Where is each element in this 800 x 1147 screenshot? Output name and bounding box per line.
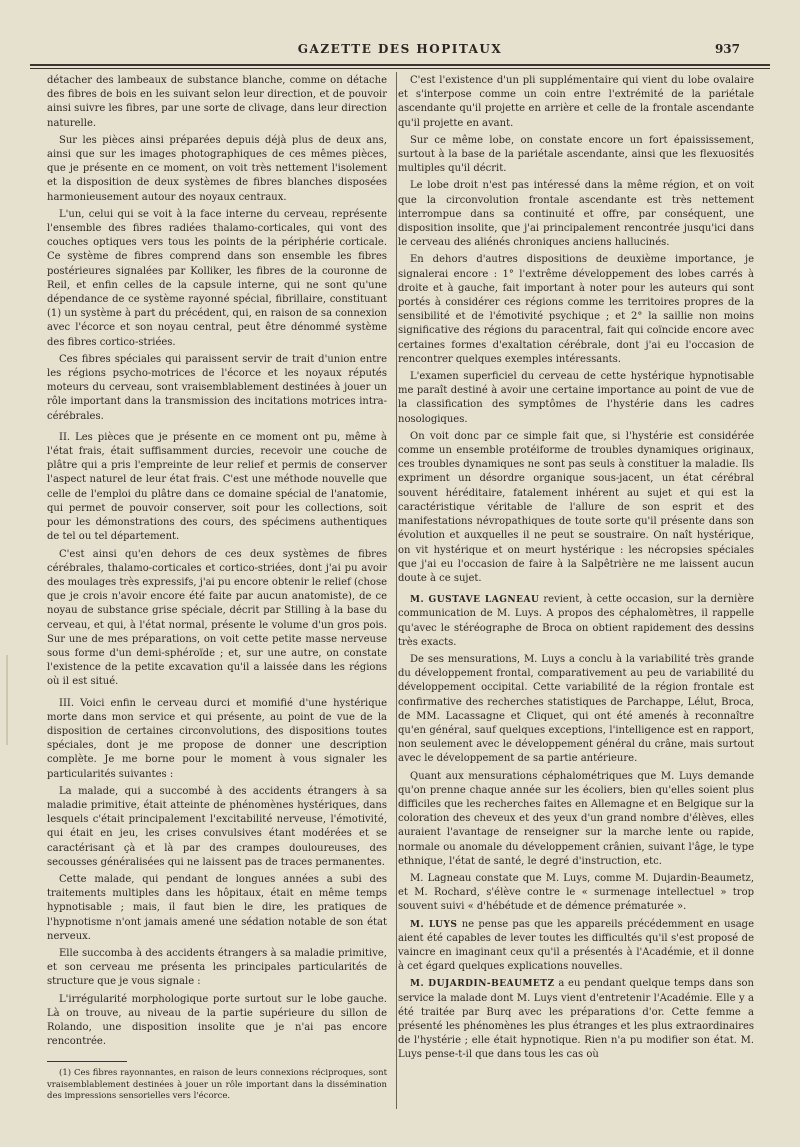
paragraph: En dehors d'autres dispositions de deuxième importance, je signalerai encore : 1° l'extrême développement des lobes carrés à droite et à gauche, fait important à noter pour les auteurs qui sont portés à considérer ces régions comme les territoires propres de la sensibilité et de l'émotivité psychique ; et 2° la saillie non moins significative des régions du paracentral, fait qui coïncide encore avec certaines formes d'exaltation cérébrale, dont j'ai eu l'occasion de rencontrer quelques exemples intéressants.	[398, 254, 754, 365]
margin-mark	[6, 655, 8, 745]
page-number: 937	[714, 42, 740, 56]
footnote	[47, 1068, 387, 1103]
paragraph: Le lobe droit n'est pas intéressé dans la même région, et on voit que la circonvolution frontale ascendante est très nettement interrompue dans sa continuité et offre, par conséquent, une disposition insolite, que j'ai principalement rencontrée jusqu'ici dans le cerveau des aliénés chroniques anciens hallucinés.	[398, 180, 754, 249]
speaker-name: M. GUSTAVE LAGNEAU	[410, 595, 540, 606]
paragraph: détacher des lambeaux de substance blanche, comme on détache des fibres de bois en les suivant selon leur direction, et de pouvoir ainsi suivre les fibres, par une sorte de clivage, dans leur direction naturelle.	[47, 75, 387, 129]
paragraph: Sur les pièces ainsi préparées depuis déjà plus de deux ans, ainsi que sur les images photographiques de ces mêmes pièces, que je présente en ce moment, on voit très nettement l'isolement et la disposition de deux systèmes de fibres blanches disposées harmonieusement autour des noyaux centraux.	[47, 134, 387, 203]
right-column	[398, 74, 754, 1109]
paragraph: III. Voici enfin le cerveau durci et momifié d'une hystérique morte dans mon service et qui présente, au point de vue de la disposition de certaines circonvolutions, des dispositions toutes spéciales, dont je me propose de donner une description complète. Je me borne pour le moment à vous signaler les particularités suivantes :	[47, 697, 387, 780]
speaker-text: a eu pendant quelque temps dans son service la malade dont M. Luys vient d'entretenir l'Académie. Elle y a été traitée par Burq avec les préparations d'or. Cette femme a présenté les phénomènes les plus étranges et les plus extraordinaires de l'hystérie ; elle était hypnotique. Rien n'a pu modifier son état. M. Luys pense-t-il que dans tous les cas où	[398, 978, 754, 1061]
speaker-name: M. DUJARDIN-BEAUMETZ	[410, 979, 555, 990]
header-rule-thin	[30, 68, 770, 69]
column-divider	[396, 72, 397, 1109]
paragraph: M. Lagneau constate que M. Luys, comme M. Dujardin-Beaumetz, et M. Rochard, s'élève contre le « surmenage intellectuel » trop souvent suivi « d'hébétude et de démence prématurée ».	[398, 872, 754, 913]
paragraph: L'examen superficiel du cerveau de cette hystérique hypnotisable me paraît destiné à avoir une certaine importance au point de vue de la classification des symptômes de l'hystérie dans les cadres nosologiques.	[398, 371, 754, 425]
paragraph: II. Les pièces que je présente en ce moment ont pu, même à l'état frais, était suffisamment durcies, recevoir une couche de plâtre qui a pris l'empreinte de leur relief et permis de conserver l'aspect naturel de leur état frais. C'est une méthode nouvelle que celle de l'emploi du plâtre dans ce domaine spécial de l'anatomie, qui permet de pouvoir conserver, soit pour les collections, soit pour les démonstrations des cours, des spécimens authentiques de tel ou tel département.	[47, 431, 387, 543]
left-column	[47, 74, 387, 1109]
page-header	[0, 34, 800, 58]
paragraph: Elle succomba à des accidents étrangers à sa maladie primitive, et son cerveau me présenta les principales particularités de structure que je vous signale :	[47, 947, 387, 988]
speaker-paragraph	[398, 918, 754, 975]
paragraph: Quant aux mensurations céphalométriques que M. Luys demande qu'on prenne chaque année sur les écoliers, bien qu'elles soient plus difficiles que les recherches faites en Allemagne et en Belgique sur la coloration des cheveux et des yeux d'un grand nombre d'élèves, elles auraient l'avantage de renseigner sur la marche lente ou rapide, normale ou anomale du développement crânien, suivant l'âge, le type ethnique, l'état de santé, le degré d'instruction, etc.	[398, 770, 754, 867]
paragraph: L'irrégularité morphologique porte surtout sur le lobe gauche. Là on trouve, au niveau de la partie supérieure du sillon de Rolando, une disposition insolite que je n'ai pas encore rencontrée.	[47, 993, 387, 1048]
paragraph: Cette malade, qui pendant de longues années a subi des traitements multiples dans les hôpitaux, était en même temps hypnotisable ; mais, il faut bien le dire, les pratiques de l'hypnotisme n'ont jamais amené une sédation notable de son état nerveux.	[47, 873, 387, 942]
journal-title: GAZETTE DES HOPITAUX	[297, 42, 503, 56]
paragraph: Ces fibres spéciales qui paraissent servir de trait d'union entre les régions psycho-motrices de l'écorce et les noyaux réputés moteurs du cerveau, sont vraisemblablement destinées à jouer un rôle important dans la transmission des incitations motrices intra-cérébrales.	[47, 353, 387, 422]
paragraph: C'est ainsi qu'en dehors de ces deux systèmes de fibres cérébrales, thalamo-corticales et cortico-striées, dont j'ai pu avoir des moulages très expressifs, j'ai pu encore obtenir le relief (chose que je crois n'avoir encore été faite par aucun anatomiste), de ce noyau de substance grise spéciale, décrit par Stilling à la base du cerveau, et qui, à l'état normal, présente le volume d'un gros pois. Sur une de mes préparations, on voit cette petite masse nerveuse sous forme d'un demi-sphéroïde ; et, sur une autre, on constate l'existence de la petite excavation qu'il a laissée dans les régions où il est situé.	[47, 548, 387, 688]
paragraph: C'est l'existence d'un pli supplémentaire qui vient du lobe ovalaire et s'interpose comme un coin entre l'extrémité de la pariétale ascendante qu'il projette en arrière et celle de la frontale ascendante qu'il projette en avant.	[398, 75, 754, 129]
speaker-text: revient, à cette occasion, sur la dernière communication de M. Luys. A propos des céphalomètres, il rappelle qu'avec le stéréographe de Broca on obtient rapidement des dessins très exacts.	[398, 594, 754, 648]
paragraph: L'un, celui qui se voit à la face interne du cerveau, représente l'ensemble des fibres radiées thalamo-corticales, qui vont des couches optiques vers tous les points de la périphérie corticale. Ce système de fibres comprend dans son ensemble les fibres postérieures signalées par Kolliker, les fibres de la couronne de Reil, et enfin celles de la capsule interne, qui ne sont qu'une dépendance de ce système rayonné spécial, fibrillaire, constituant (1) un système à part du précédent, qui, en raison de sa connexion avec l'écorce et son noyau central, peut être dénommé système des fibres cortico-striées.	[47, 208, 387, 348]
paragraph: On voit donc par ce simple fait que, si l'hystérie est considérée comme un ensemble protéiforme de troubles dynamiques originaux, ces troubles dynamiques ne sont pas seuls à constituer la maladie. Ils expriment un désordre organique sous-jacent, un état cérébral souvent héréditaire, fatalement inhérent au sujet et qui est la caractéristique véritable de l'allure de son esprit et des manifestations névropathiques de toute sorte qu'il présente dans son évolution et auxquelles il ne peut se soustraire. On naît hystérique, on vit hystérique et on meurt hystérique : les nécropsies spéciales que j'ai eu l'occasion de faire à la Salpêtrière ne me laissent aucun doute à ce sujet.	[398, 430, 754, 584]
speaker-text: ne pense pas que les appareils précédemment en usage aient été capables de lever toutes les difficultés qu'il s'est proposé de vaincre en imaginant ceux qu'il a présentés à l'Académie, et il donne à cet égard quelques explications nouvelles.	[398, 918, 754, 973]
footnote-text: (1) Ces fibres rayonnantes, en raison de leurs connexions réciproques, sont vraisemblablement destinées à jouer un rôle important dans la dissémination des impressions sensorielles vers l'écorce.	[47, 1068, 387, 1102]
paragraph: Sur ce même lobe, on constate encore un fort épaississement, surtout à la base de la pariétale ascendante, ainsi que les flexuosités multiples qu'il décrit.	[398, 134, 754, 175]
speaker-name: M. LUYS	[410, 919, 458, 930]
header-rule	[30, 64, 770, 66]
footnote-rule	[47, 1061, 127, 1062]
paragraph: La malade, qui a succombé à des accidents étrangers à sa maladie primitive, était atteinte de phénomènes hystériques, dans lesquels c'était principalement l'excitabilité nerveuse, l'émotivité, qui était en jeu, les crises convulsives étant modérées et se caractérisant çà et là par des crampes douloureuses, des secousses généralisées qui ne laissent pas de traces permanentes.	[47, 785, 387, 868]
speaker-paragraph	[398, 593, 754, 650]
paragraph: De ses mensurations, M. Luys a conclu à la variabilité très grande du développement frontal, comparativement au peu de variabilité du développement occipital. Cette variabilité de la région frontale est confirmative des recherches statistiques de Parchappe, Lélut, Broca, de MM. Lacassagne et Cliquet, qui ont été amenés à reconnaître qu'en général, sauf quelques exceptions, l'intelligence est en rapport, non seulement avec le développement général du crâne, mais surtout avec le développement de sa partie antérieure.	[398, 653, 754, 765]
speaker-paragraph	[398, 977, 754, 1062]
